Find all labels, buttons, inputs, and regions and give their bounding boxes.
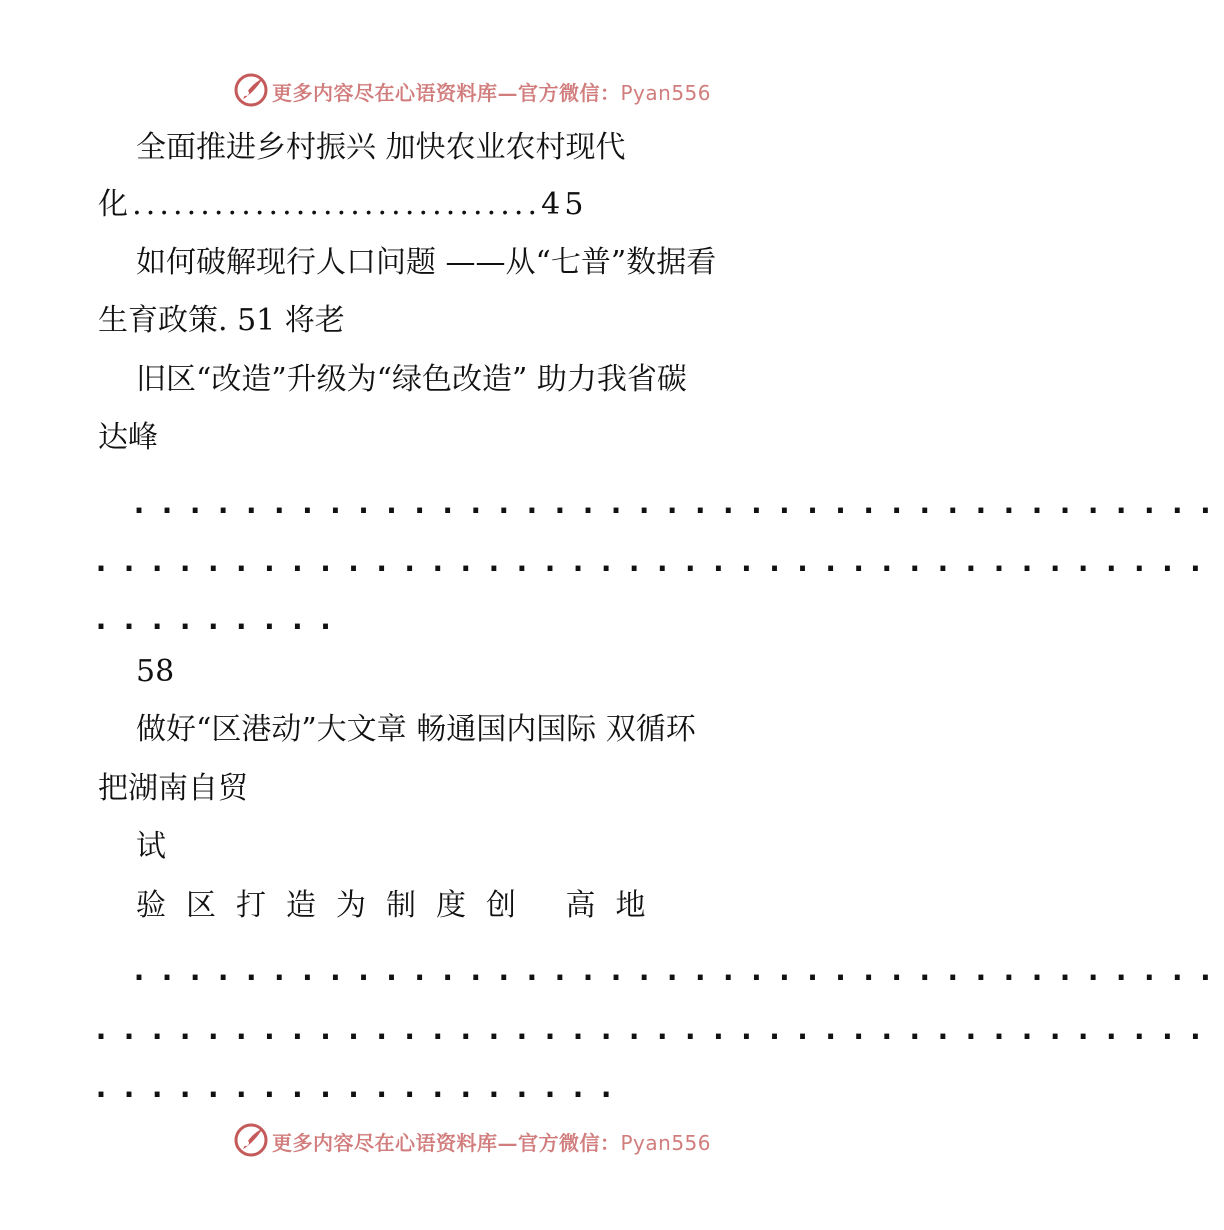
toc-entry-4-continuation-2: 试 (136, 829, 166, 864)
spaced-char: 地 (615, 888, 646, 923)
toc-entry-3-leader-2: ........................................ (92, 544, 1215, 579)
spaced-char: 制 (386, 888, 416, 923)
spaced-char (536, 886, 546, 926)
toc-entry-4-leader-2: ........................................ (92, 1012, 1215, 1047)
watermark-text: 更多内容尽在心语资料库—官方微信：Pyan556 (272, 81, 712, 105)
toc-entry-3-leader-3: ......... (92, 602, 345, 637)
spaced-char: 打 (236, 888, 266, 923)
quill-logo-icon (234, 73, 268, 107)
toc-entry-2-continuation: 生育政策. 51 将老 (98, 303, 345, 338)
spaced-char: 区 (186, 888, 216, 923)
toc-entry-3-leader-1: ....................................... (130, 486, 1224, 521)
spaced-char: 为 (336, 888, 366, 923)
toc-entry-1-title: 全面推进乡村振兴 加快农业农村现代 (136, 130, 626, 165)
toc-entry-4-continuation: 把湖南自贸 (98, 771, 248, 806)
header-watermark (0, 70, 950, 110)
spaced-char: 验 (136, 888, 166, 923)
toc-entry-2-title: 如何破解现行人口问题 ——从“七普”数据看 (136, 245, 717, 280)
watermark-text: 更多内容尽在心语资料库—官方微信：Pyan556 (272, 1131, 712, 1155)
toc-entry-4-leader-3: ................... (92, 1070, 626, 1105)
toc-entry-4-leader-1: ....................................... (130, 953, 1224, 988)
spaced-char: 造 (286, 888, 316, 923)
toc-entry-3-page: 58 (136, 654, 175, 689)
toc-entry-1-leader: 化..............................45 (98, 187, 588, 222)
spaced-char: 创 (486, 888, 516, 923)
toc-entry-3-title: 旧区“改造”升级为“绿色改造” 助力我省碳 (136, 362, 687, 397)
toc-entry-4-spaced-line (136, 886, 666, 926)
spaced-char: 高 (565, 888, 596, 923)
quill-logo-icon (234, 1123, 268, 1157)
toc-entry-4-title: 做好“区港动”大文章 畅通国内国际 双循环 (136, 712, 696, 747)
footer-watermark (0, 1120, 950, 1160)
watermark-handle: Pyan556 (620, 1131, 712, 1155)
toc-entry-3-continuation: 达峰 (98, 420, 158, 455)
spaced-char: 度 (436, 888, 466, 923)
watermark-handle: Pyan556 (620, 81, 712, 105)
